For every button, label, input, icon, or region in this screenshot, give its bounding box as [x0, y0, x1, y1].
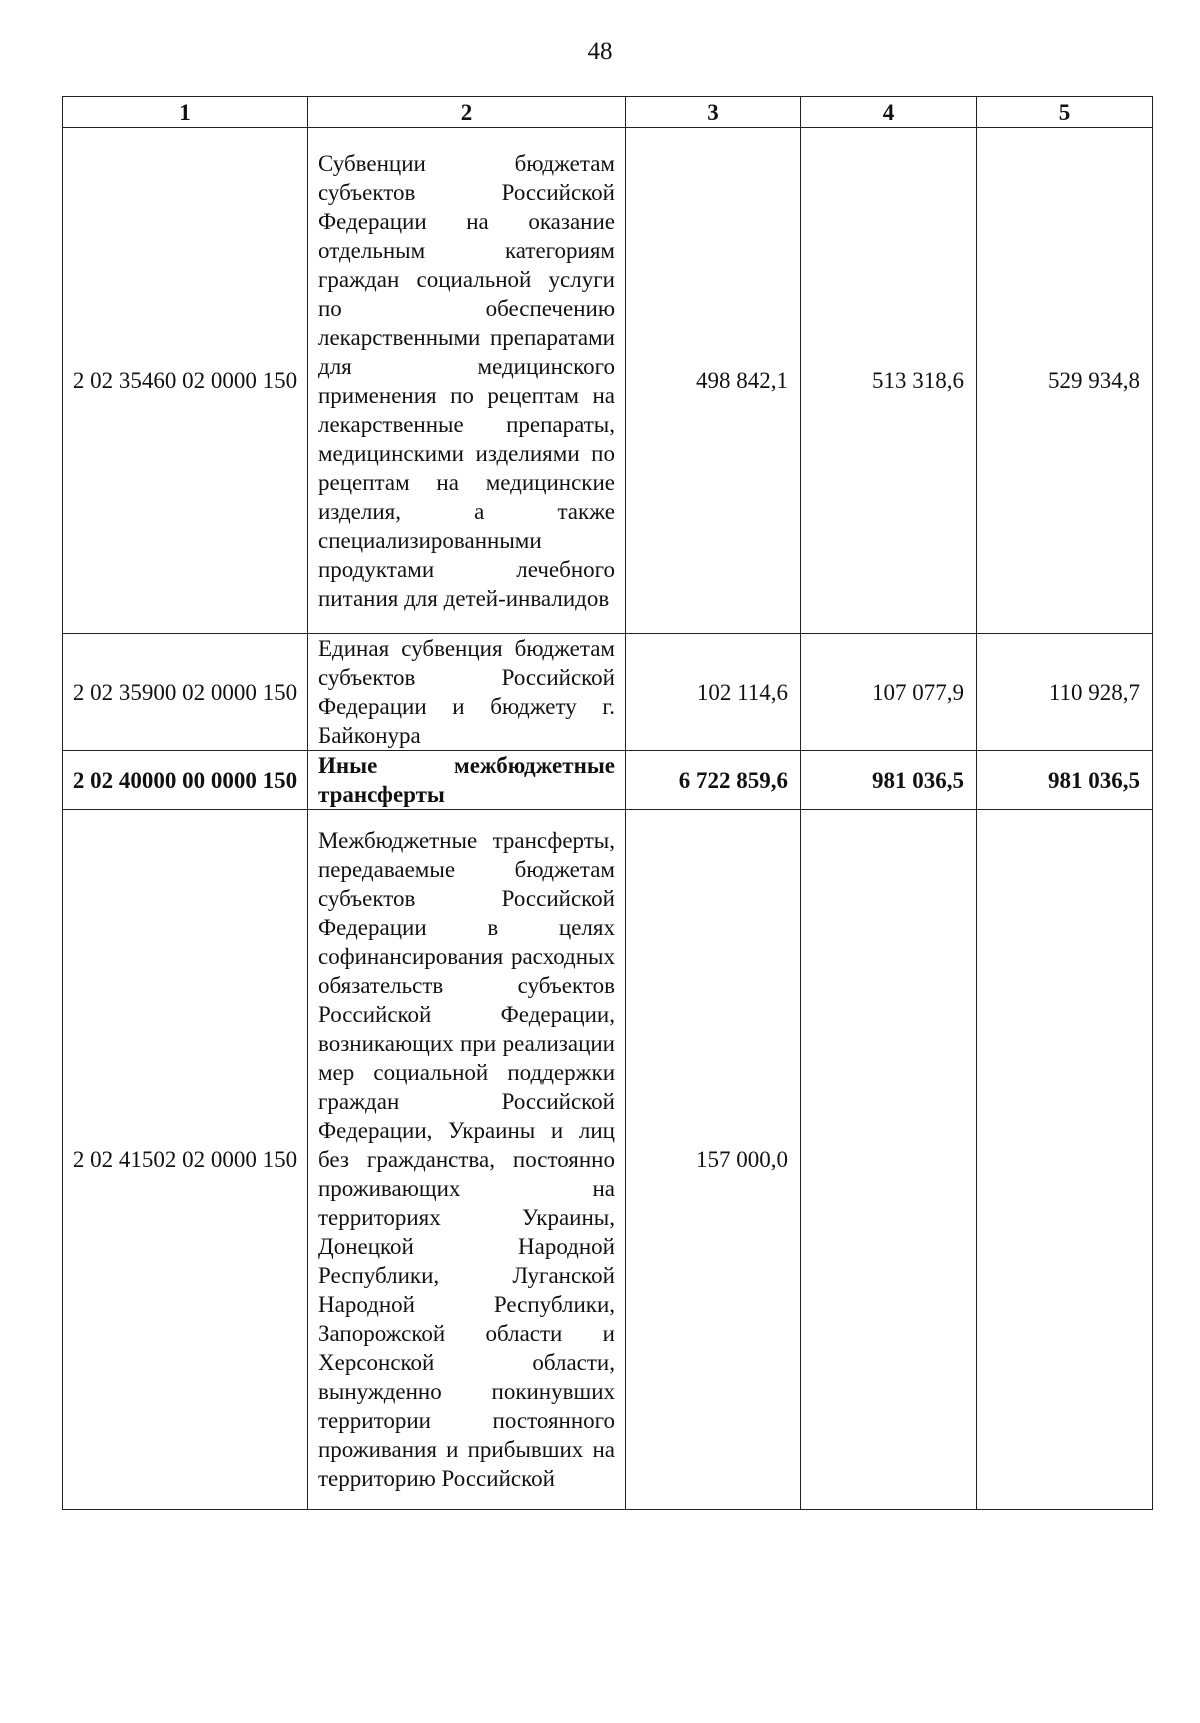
row-code: 2 02 41502 02 0000 150 — [63, 810, 308, 1510]
row-code: 2 02 35900 02 0000 150 — [63, 634, 308, 751]
table-row-subtotal — [63, 751, 1153, 810]
row-value-col3: 157 000,0 — [626, 810, 801, 1510]
row-value-col3: 6 722 859,6 — [626, 751, 801, 810]
row-value-col5 — [977, 810, 1153, 1510]
budget-table — [62, 96, 1153, 1510]
row-description: Иные межбюджетные трансферты — [308, 751, 626, 810]
header-col-4: 4 — [801, 97, 977, 128]
row-code: 2 02 35460 02 0000 150 — [63, 128, 308, 634]
header-col-2: 2 — [308, 97, 626, 128]
row-value-col5: 110 928,7 — [977, 634, 1153, 751]
table-row — [63, 634, 1153, 751]
row-code: 2 02 40000 00 0000 150 — [63, 751, 308, 810]
row-description: Субвенции бюджетам субъектов Российской Федерации на оказание отдельным категориям граждан социальной услуги по обеспечению лекарственными препаратами для медицинского применения по рецептам на лекарственные препараты, медицинскими изделиями по рецептам на медицинские изделия, а также специализированными продуктами лечебного питания для детей-инвалидов — [308, 128, 626, 634]
row-description: Единая субвенция бюджетам субъектов Российской Федерации и бюджету г. Байконура — [308, 634, 626, 751]
row-value-col5: 981 036,5 — [977, 751, 1153, 810]
header-row — [63, 97, 1153, 128]
header-col-5: 5 — [977, 97, 1153, 128]
row-value-col5: 529 934,8 — [977, 128, 1153, 634]
row-value-col4: 513 318,6 — [801, 128, 977, 634]
table-row — [63, 810, 1153, 1510]
row-value-col3: 102 114,6 — [626, 634, 801, 751]
row-value-col4: 107 077,9 — [801, 634, 977, 751]
header-col-3: 3 — [626, 97, 801, 128]
row-value-col4 — [801, 810, 977, 1510]
page-number: 48 — [587, 38, 613, 65]
row-value-col4: 981 036,5 — [801, 751, 977, 810]
row-value-col3: 498 842,1 — [626, 128, 801, 634]
table-row — [63, 128, 1153, 634]
row-description: Межбюджетные трансферты, передаваемые бюджетам субъектов Российской Федерации в целях софинансирования расходных обязательств субъектов Российской Федерации, возникающих при реализации мер социальной поддержки граждан Российской Федерации, Украины и лиц без гражданства, постоянно проживающих на территориях Украины, Донецкой Народной Республики, Луганской Народной Республики, Запорожской области и Херсонской области, вынужденно покинувших территории постоянного проживания и прибывших на территорию Российской — [308, 810, 626, 1510]
header-col-1: 1 — [63, 97, 308, 128]
